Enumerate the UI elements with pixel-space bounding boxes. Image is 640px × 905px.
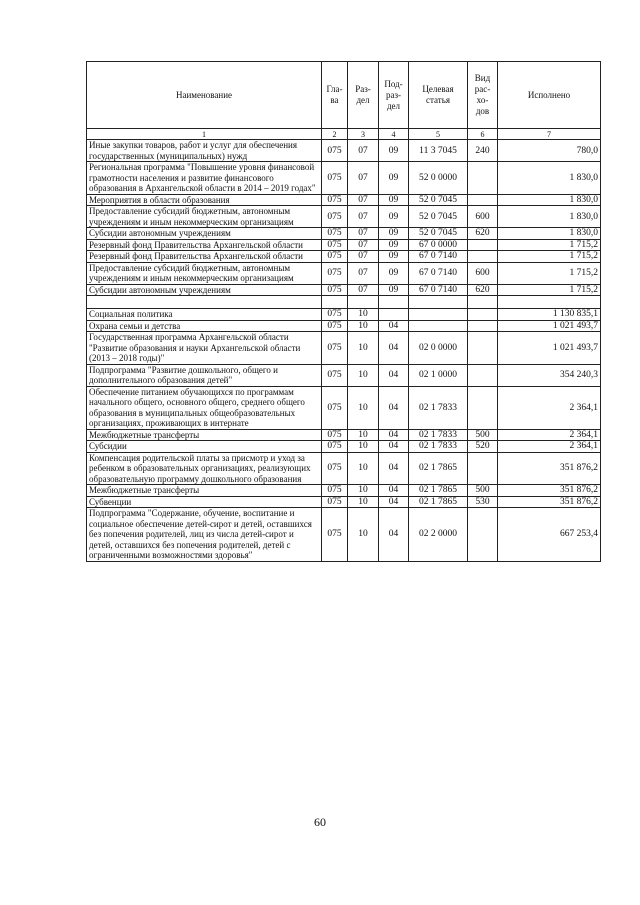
table-row (87, 320, 601, 332)
row-podrazdel: 09 (379, 194, 409, 206)
row-statya: 52 0 7045 (409, 228, 468, 240)
row-podrazdel: 04 (379, 508, 409, 562)
row-name: Региональная программа "Повышение уровня финансовой грамотности населения и развитие финансового образования в Архангельской области в 2014 – 2019 годах" (87, 162, 322, 195)
table-row (87, 364, 601, 386)
table-row (87, 496, 601, 508)
row-razdel: 10 (348, 496, 379, 508)
row-podrazdel: 09 (379, 228, 409, 240)
row-glava: 075 (322, 239, 348, 251)
row-statya: 02 1 7833 (409, 386, 468, 429)
budget-table (86, 61, 601, 562)
table-body (87, 140, 601, 562)
row-vid: 620 (468, 228, 498, 240)
row-statya: 52 0 7045 (409, 206, 468, 228)
row-podrazdel: 09 (379, 262, 409, 284)
table-row (87, 485, 601, 497)
row-razdel: 07 (348, 262, 379, 284)
row-name: Предоставление субсидий бюджетным, автономным учреждениям и иным некоммерческим организациям (87, 206, 322, 228)
row-podrazdel: 04 (379, 386, 409, 429)
row-razdel: 10 (348, 429, 379, 441)
row-glava: 075 (322, 228, 348, 240)
row-glava: 075 (322, 496, 348, 508)
row-name: Обеспечение питанием обучающихся по программам начального общего, основного общего, среднего общего образования в муниципальных общеобразовательных организациях, проживающих в интернате (87, 386, 322, 429)
row-vid: 600 (468, 206, 498, 228)
row-razdel: 10 (348, 320, 379, 332)
row-name: Охрана семьи и детства (87, 320, 322, 332)
row-vid: 520 (468, 441, 498, 453)
row-glava: 075 (322, 386, 348, 429)
column-number: 6 (468, 129, 498, 140)
row-name: Компенсация родительской платы за присмотр и уход за ребенком в образовательных организациях, реализующих образовательную программу дошкольного образования (87, 452, 322, 485)
row-name: Межбюджетные трансферты (87, 485, 322, 497)
spacer-cell (379, 296, 409, 309)
header-razdel-text: Раз- дел (355, 84, 371, 105)
row-name: Подпрограмма "Развитие дошкольного, общего и дополнительного образования детей" (87, 364, 322, 386)
row-amount: 1 830,0 (498, 162, 601, 195)
row-name: Социальная политика (87, 309, 322, 321)
row-amount: 1 830,0 (498, 194, 601, 206)
row-statya: 11 3 7045 (409, 140, 468, 162)
row-podrazdel: 04 (379, 441, 409, 453)
header-vid-text: Вид рас- хо- дов (474, 73, 491, 116)
column-number: 5 (409, 129, 468, 140)
row-glava: 075 (322, 206, 348, 228)
header-glava-text: Гла- ва (326, 84, 343, 105)
row-amount: 1 830,0 (498, 228, 601, 240)
header-vid (468, 62, 498, 129)
row-podrazdel: 04 (379, 452, 409, 485)
row-name: Мероприятия в области образования (87, 194, 322, 206)
row-statya: 02 1 7833 (409, 429, 468, 441)
table-row (87, 452, 601, 485)
row-statya: 67 0 7140 (409, 284, 468, 296)
row-razdel: 10 (348, 309, 379, 321)
row-statya: 52 0 7045 (409, 194, 468, 206)
row-amount: 1 715,2 (498, 251, 601, 263)
row-glava: 075 (322, 162, 348, 195)
row-vid (468, 162, 498, 195)
table-row (87, 194, 601, 206)
row-amount: 1 830,0 (498, 206, 601, 228)
spacer-cell (322, 296, 348, 309)
header-glava (322, 62, 348, 129)
row-statya: 52 0 0000 (409, 162, 468, 195)
row-amount: 1 715,2 (498, 239, 601, 251)
row-razdel: 07 (348, 251, 379, 263)
row-razdel: 07 (348, 239, 379, 251)
row-podrazdel: 04 (379, 364, 409, 386)
row-vid: 500 (468, 485, 498, 497)
table-row (87, 309, 601, 321)
table-row (87, 508, 601, 562)
row-razdel: 10 (348, 452, 379, 485)
row-amount: 354 240,3 (498, 364, 601, 386)
row-statya (409, 309, 468, 321)
row-podrazdel: 09 (379, 284, 409, 296)
row-glava: 075 (322, 429, 348, 441)
header-razdel (348, 62, 379, 129)
spacer-cell (409, 296, 468, 309)
row-podrazdel: 04 (379, 496, 409, 508)
row-razdel: 07 (348, 140, 379, 162)
column-number-row (87, 129, 601, 140)
row-podrazdel: 09 (379, 239, 409, 251)
page-number: 60 (314, 815, 326, 829)
row-razdel: 10 (348, 485, 379, 497)
row-name: Субвенции (87, 496, 322, 508)
row-razdel: 10 (348, 508, 379, 562)
row-name: Межбюджетные трансферты (87, 429, 322, 441)
row-vid: 240 (468, 140, 498, 162)
spacer-cell (87, 296, 322, 309)
header-statya-text: Целевая статья (422, 84, 454, 105)
row-glava: 075 (322, 194, 348, 206)
column-number: 2 (322, 129, 348, 140)
row-statya: 02 1 7865 (409, 485, 468, 497)
header-amount (498, 62, 601, 129)
table-row (87, 228, 601, 240)
row-name: Подпрограмма "Содержание, обучение, воспитание и социальное обеспечение детей-сирот и детей, оставшихся без попечения родителей, лиц из числа детей-сирот и детей, оставшихся без попечения родителей, детей с ограниченными возможностями здоровья" (87, 508, 322, 562)
row-razdel: 07 (348, 162, 379, 195)
row-podrazdel: 09 (379, 251, 409, 263)
row-podrazdel: 09 (379, 140, 409, 162)
header-name-text: Наименование (175, 89, 233, 100)
row-glava: 075 (322, 452, 348, 485)
row-statya: 02 1 7865 (409, 452, 468, 485)
row-vid: 530 (468, 496, 498, 508)
row-glava: 075 (322, 441, 348, 453)
row-statya (409, 320, 468, 332)
row-podrazdel (379, 309, 409, 321)
row-glava: 075 (322, 284, 348, 296)
spacer-cell (348, 296, 379, 309)
row-vid (468, 239, 498, 251)
row-vid (468, 508, 498, 562)
column-number: 1 (87, 129, 322, 140)
table-row (87, 162, 601, 195)
row-amount: 351 876,2 (498, 496, 601, 508)
row-amount: 1 021 493,7 (498, 320, 601, 332)
row-name: Резервный фонд Правительства Архангельской области (87, 239, 322, 251)
row-amount: 1 715,2 (498, 284, 601, 296)
header-row (87, 62, 601, 129)
row-amount: 351 876,2 (498, 452, 601, 485)
row-vid (468, 452, 498, 485)
row-glava: 075 (322, 320, 348, 332)
row-name: Резервный фонд Правительства Архангельской области (87, 251, 322, 263)
header-podrazdel (379, 62, 409, 129)
row-vid: 600 (468, 262, 498, 284)
row-amount: 1 130 835,1 (498, 309, 601, 321)
row-podrazdel: 04 (379, 320, 409, 332)
row-glava: 075 (322, 309, 348, 321)
row-statya: 02 1 7833 (409, 441, 468, 453)
table-row (87, 140, 601, 162)
row-name: Государственная программа Архангельской области "Развитие образования и науки Архангельской области (2013 – 2018 годы)" (87, 332, 322, 365)
row-razdel: 07 (348, 194, 379, 206)
row-vid (468, 386, 498, 429)
row-razdel: 07 (348, 206, 379, 228)
column-number: 4 (379, 129, 409, 140)
row-amount: 2 364,1 (498, 386, 601, 429)
row-razdel: 10 (348, 332, 379, 365)
row-razdel: 10 (348, 386, 379, 429)
row-amount: 1 021 493,7 (498, 332, 601, 365)
table-row (87, 284, 601, 296)
row-amount: 667 253,4 (498, 508, 601, 562)
header-amount-text: Исполнено (527, 89, 571, 100)
row-glava: 075 (322, 262, 348, 284)
row-podrazdel: 09 (379, 162, 409, 195)
row-amount: 2 364,1 (498, 429, 601, 441)
row-name: Иные закупки товаров, работ и услуг для обеспечения государственных (муниципальных) нужд (87, 140, 322, 162)
table-row (87, 429, 601, 441)
row-amount: 1 715,2 (498, 262, 601, 284)
row-razdel: 07 (348, 228, 379, 240)
header-statya (409, 62, 468, 129)
spacer-cell (468, 296, 498, 309)
row-glava: 075 (322, 251, 348, 263)
table-row (87, 386, 601, 429)
row-statya: 02 2 0000 (409, 508, 468, 562)
table-row (87, 206, 601, 228)
row-vid (468, 364, 498, 386)
row-name: Субсидии автономным учреждениям (87, 228, 322, 240)
row-vid (468, 309, 498, 321)
row-amount: 780,0 (498, 140, 601, 162)
budget-table-container (86, 61, 600, 562)
row-name: Субсидии автономным учреждениям (87, 284, 322, 296)
column-number: 7 (498, 129, 601, 140)
row-glava: 075 (322, 332, 348, 365)
row-statya: 67 0 7140 (409, 262, 468, 284)
row-vid (468, 194, 498, 206)
row-vid (468, 320, 498, 332)
row-name: Субсидии (87, 441, 322, 453)
column-number: 3 (348, 129, 379, 140)
row-amount: 351 876,2 (498, 485, 601, 497)
row-podrazdel: 04 (379, 485, 409, 497)
row-vid: 620 (468, 284, 498, 296)
row-podrazdel: 09 (379, 206, 409, 228)
row-statya: 02 0 0000 (409, 332, 468, 365)
row-razdel: 07 (348, 284, 379, 296)
row-glava: 075 (322, 508, 348, 562)
row-glava: 075 (322, 485, 348, 497)
row-glava: 075 (322, 140, 348, 162)
header-podrazdel-text: Под- раз- дел (384, 78, 403, 111)
table-row (87, 262, 601, 284)
row-amount: 2 364,1 (498, 441, 601, 453)
row-vid: 500 (468, 429, 498, 441)
table-row (87, 441, 601, 453)
row-name: Предоставление субсидий бюджетным, автономным учреждениям и иным некоммерческим организациям (87, 262, 322, 284)
header-name (87, 62, 322, 129)
table-row (87, 251, 601, 263)
row-glava: 075 (322, 364, 348, 386)
row-statya: 67 0 7140 (409, 251, 468, 263)
spacer-row (87, 296, 601, 309)
row-podrazdel: 04 (379, 332, 409, 365)
table-row (87, 239, 601, 251)
table-row (87, 332, 601, 365)
row-statya: 02 1 7865 (409, 496, 468, 508)
row-statya: 02 1 0000 (409, 364, 468, 386)
row-razdel: 10 (348, 364, 379, 386)
row-vid (468, 332, 498, 365)
row-vid (468, 251, 498, 263)
row-statya: 67 0 0000 (409, 239, 468, 251)
row-razdel: 10 (348, 441, 379, 453)
spacer-cell (498, 296, 601, 309)
row-podrazdel: 04 (379, 429, 409, 441)
